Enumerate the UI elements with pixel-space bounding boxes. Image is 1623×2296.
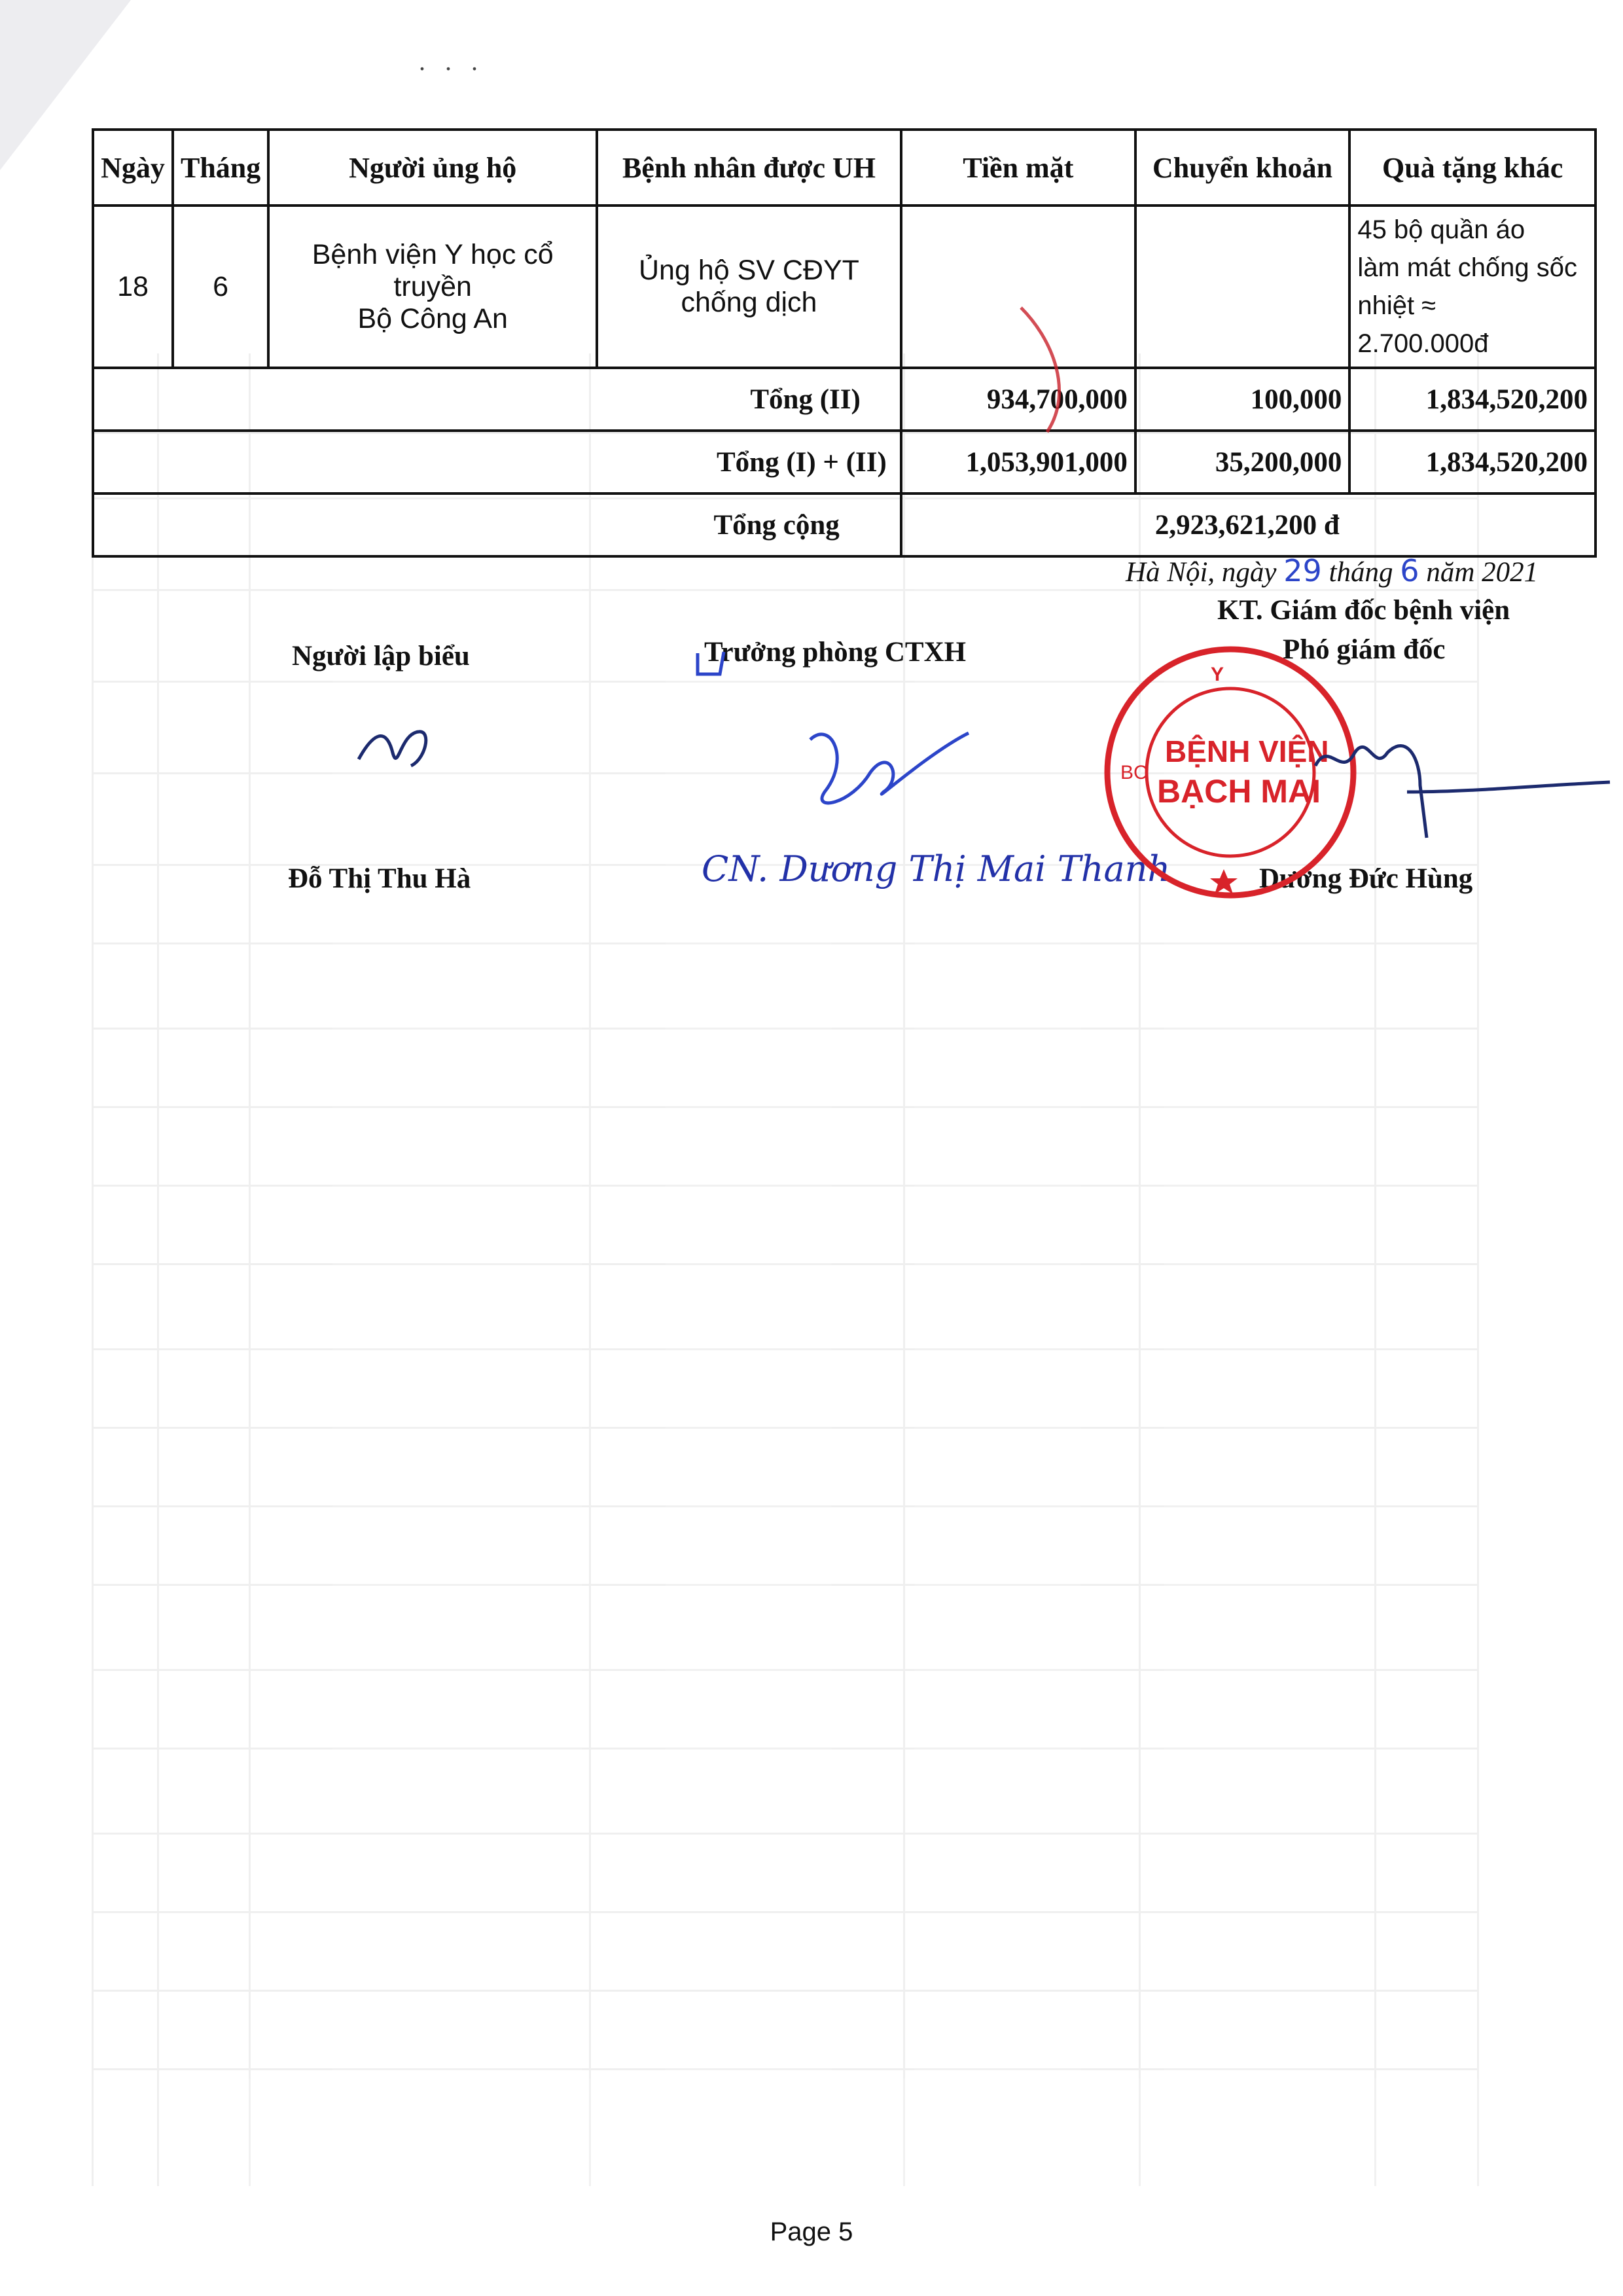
header-benh-nhan: Bệnh nhân được UH [597, 130, 901, 206]
total-i-ii-tien-mat: 1,053,901,000 [901, 431, 1135, 493]
total-ii-label: Tổng (II) [93, 368, 901, 431]
role-kt-giam-doc: KT. Giám đốc bệnh viện [1217, 595, 1510, 626]
date-day: 29 [1283, 553, 1322, 588]
date-prefix: Hà Nội, ngày [1126, 557, 1277, 588]
role-truong-phong: Trưởng phòng CTXH [704, 637, 967, 668]
total-ii-chuyen-khoan: 100,000 [1135, 368, 1350, 431]
red-pen-stroke-icon [1021, 308, 1060, 432]
total-i-ii-qua-tang: 1,834,520,200 [1349, 431, 1596, 493]
qua-tang-line4: 2.700.000đ [1357, 329, 1489, 358]
signer-name-right: Dương Đức Hùng [1259, 863, 1473, 894]
cell-ngay: 18 [93, 206, 173, 368]
header-thang: Tháng [173, 130, 268, 206]
date-mid: tháng [1329, 557, 1393, 588]
qua-tang-line2: làm mát chống sốc [1357, 253, 1578, 282]
grand-total-label: Tổng cộng [93, 493, 901, 556]
middle-signature-icon [810, 733, 969, 803]
total-i-ii-label: Tổng (I) + (II) [93, 431, 901, 493]
scan-dots: . . . [419, 46, 484, 76]
nguoi-ung-ho-line2: Bộ Công An [357, 302, 508, 334]
right-signature-icon [1315, 746, 1610, 838]
header-qua-tang: Quà tặng khác [1349, 130, 1596, 206]
role-pho-giam-doc: Phó giám đốc [1283, 634, 1446, 665]
stamp-side-text: BC [1120, 762, 1148, 783]
date-suffix: năm 2021 [1426, 557, 1539, 588]
grand-total-value: 2,923,621,200 đ [1135, 493, 1596, 556]
header-tien-mat: Tiền mặt [901, 130, 1135, 206]
qua-tang-line1: 45 bộ quần áo [1357, 215, 1525, 244]
left-signature-icon [359, 732, 426, 766]
nguoi-ung-ho-line1: Bệnh viện Y học cổ truyền [312, 238, 554, 302]
header-ngay: Ngày [93, 130, 173, 206]
signer-name-left: Đỗ Thị Thu Hà [288, 863, 471, 894]
stamp-line2: BẠCH MAI [1157, 773, 1321, 810]
header-chuyen-khoan: Chuyển khoản [1135, 130, 1350, 206]
signer-name-middle: CN. Dương Thị Mai Thanh [702, 848, 1171, 889]
role-nguoi-lap-bieu: Người lập biểu [292, 641, 470, 672]
cell-thang: 6 [173, 206, 268, 368]
stamp-top-text: Y [1211, 664, 1224, 685]
benh-nhan-line2: chống dịch [681, 287, 817, 318]
total-ii-tien-mat: 934,700,000 [901, 368, 1135, 431]
hospital-stamp-icon [1107, 649, 1353, 895]
benh-nhan-line1: Ủng hộ SV CĐYT [638, 255, 859, 286]
tick-mark-icon [698, 652, 724, 674]
total-i-ii-chuyen-khoan: 35,200,000 [1135, 431, 1350, 493]
qua-tang-line3: nhiệt ≈ [1357, 291, 1436, 320]
header-nguoi-ung-ho: Người ủng hộ [268, 130, 597, 206]
stamp-line1: BỆNH VIỆN [1165, 734, 1329, 768]
page-number: Page 5 [770, 2217, 853, 2246]
total-ii-qua-tang: 1,834,520,200 [1349, 368, 1596, 431]
date-month: 6 [1400, 553, 1419, 588]
